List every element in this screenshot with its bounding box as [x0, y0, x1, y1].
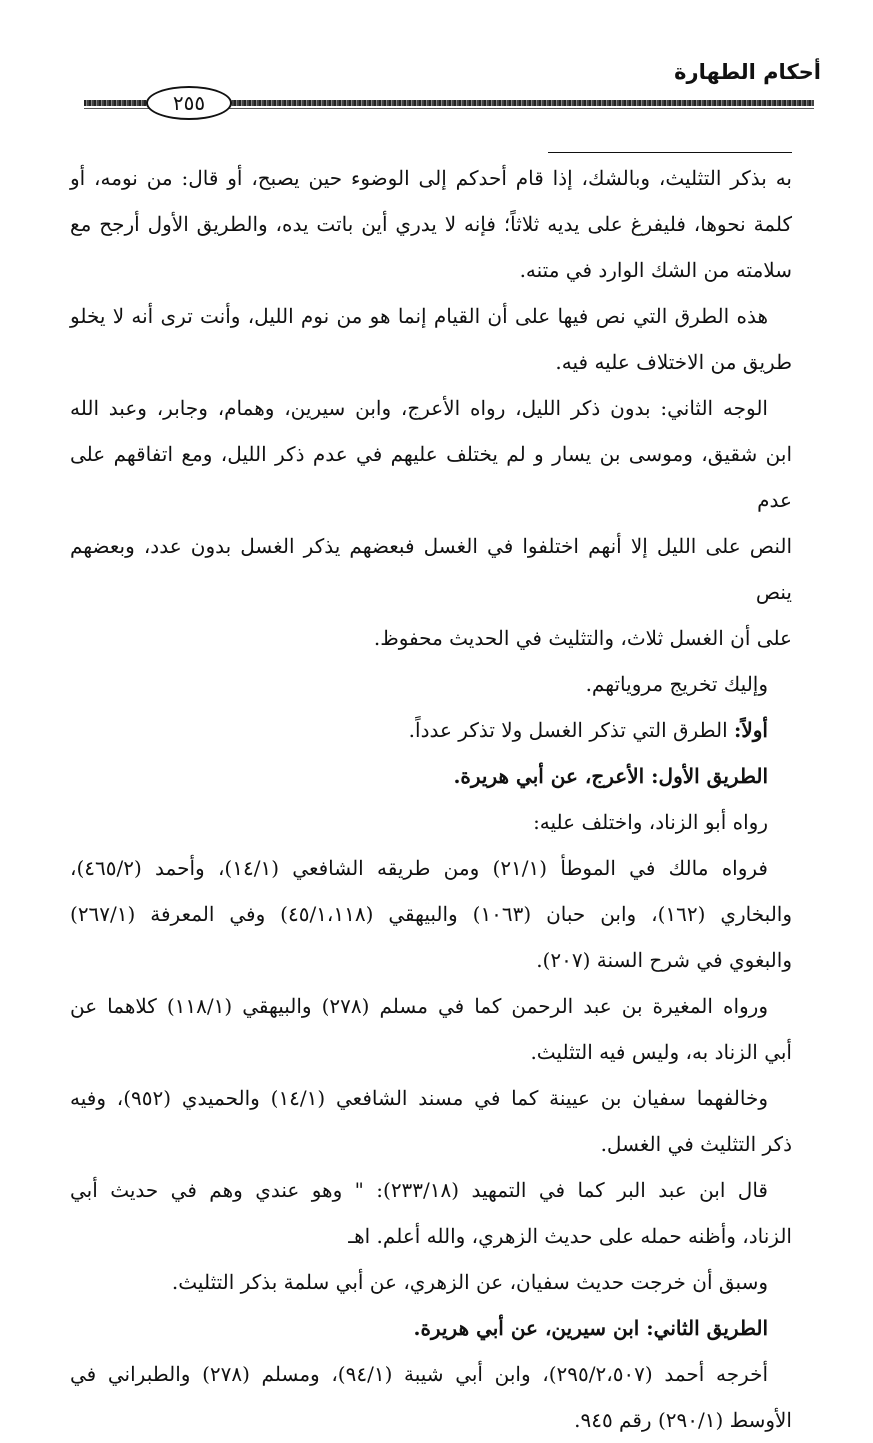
text-line: ورواه المغيرة بن عبد الرحمن كما في مسلم (٢٧٨) والبيهقي (١١٨/١) كلاهما عن	[70, 994, 768, 1018]
text-line: الوجه الثاني: بدون ذكر الليل، رواه الأعرج، وابن سيرين، وهمام، وجابر، وعبد الله	[70, 396, 768, 420]
text-line: والبغوي في شرح السنة (٢٠٧).	[536, 948, 792, 972]
footnote-separator-rule	[548, 152, 792, 153]
text-line: هذه الطرق التي نص فيها على أن القيام إنما هو من نوم الليل، وأنت ترى أنه لا يخلو	[70, 304, 768, 328]
text-line: وخالفهما سفيان بن عيينة كما في مسند الشافعي (١٤/١) والحميدي (٩٥٢)، وفيه	[70, 1086, 768, 1110]
text-line: به بذكر التثليث، وبالشك، إذا قام أحدكم إلى الوضوء حين يصبح، أو قال: من نومه، أو	[70, 166, 792, 190]
bold-lead: أولاً:	[733, 718, 768, 742]
text-line: والبخاري (١٦٢)، وابن حبان (١٠٦٣) والبيهقي (٤٥/١،١١٨) وفي المعرفة (٢٦٧/١)	[70, 902, 792, 926]
text-line: ابن شقيق، وموسى بن يسار و لم يختلف عليهم في عدم ذكر الليل، ومع اتفاقهم على عدم	[70, 442, 792, 512]
page-number-badge	[146, 86, 232, 120]
text-line: فرواه مالك في الموطأ (٢١/١) ومن طريقه الشافعي (١٤/١)، وأحمد (٤٦٥/٢)،	[70, 856, 768, 880]
text-line: أخرجه أحمد (٢٩٥/٢،٥٠٧)، وابن أبي شيبة (٩٤/١)، ومسلم (٢٧٨) والطبراني في	[70, 1362, 769, 1386]
text-line: قال ابن عبد البر كما في التمهيد (٢٣٣/١٨): " وهو عندي وهم في حديث أبي	[70, 1178, 768, 1202]
text-line: سلامته من الشك الوارد في متنه.	[519, 258, 792, 282]
text-line: الطريق الثاني: ابن سيرين، عن أبي هريرة.	[413, 1316, 768, 1340]
text-line: الطريق الأول: الأعرج، عن أبي هريرة.	[453, 764, 768, 788]
text-line: وسبق أن خرجت حديث سفيان، عن الزهري، عن أبي سلمة بذكر التثليث.	[171, 1270, 768, 1294]
text-line: الزناد، وأظنه حمله على حديث الزهري، والله أعلم. اهـ	[348, 1224, 792, 1248]
text-line: على أن الغسل ثلاث، والتثليث في الحديث محفوظ.	[373, 626, 792, 650]
text-line: رواه أبو الزناد، واختلف عليه:	[533, 810, 768, 834]
text-line	[70, 707, 792, 753]
lead-rest: الطرق التي تذكر الغسل ولا تذكر عدداً.	[408, 718, 734, 742]
text-line: وإليك تخريج مروياتهم.	[585, 672, 768, 696]
running-title: أحكام الطهارة	[674, 60, 821, 84]
text-line: كلمة نحوها، فليفرغ على يديه ثلاثاً؛ فإنه لا يدري أين باتت يده، والطريق الأول أرجح مع	[70, 212, 792, 236]
text-line: أبي الزناد به، وليس فيه التثليث.	[530, 1040, 792, 1064]
text-line: النص على الليل إلا أنهم اختلفوا في الغسل فبعضهم يذكر الغسل بدون عدد، وبعضهم ينص	[70, 534, 792, 604]
body-text	[70, 155, 792, 1443]
text-line: طريق من الاختلاف عليه فيه.	[555, 350, 792, 374]
text-line: ذكر التثليث في الغسل.	[600, 1132, 792, 1156]
text-line: الأوسط (٢٩٠/١) رقم ٩٤٥.	[574, 1408, 792, 1432]
page-number: ٢٥٥	[172, 91, 206, 115]
